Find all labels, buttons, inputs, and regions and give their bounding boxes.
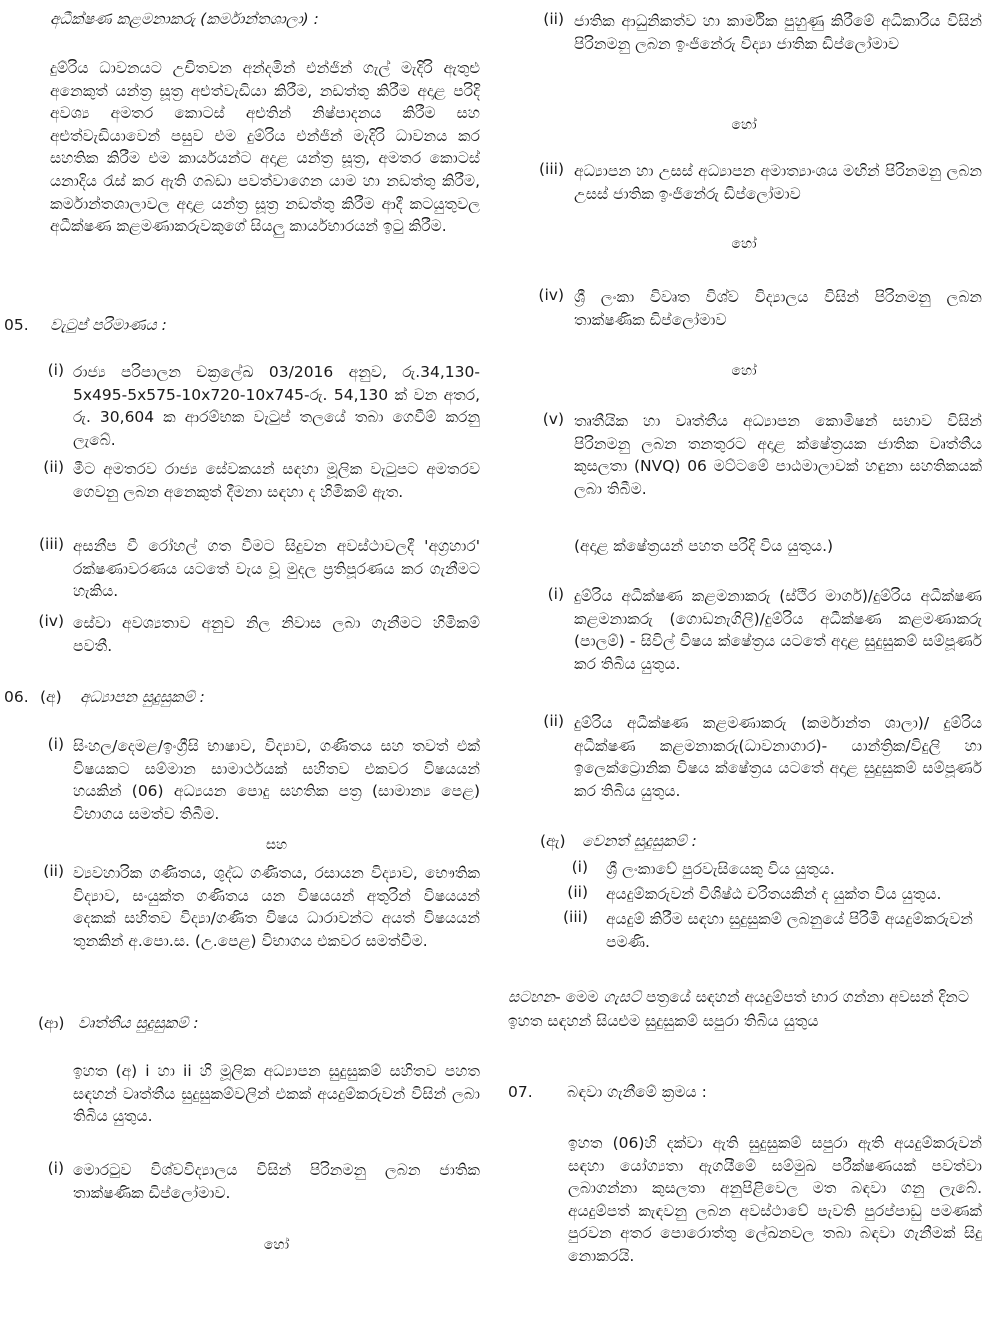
section-07-number: 07. [508, 1083, 533, 1101]
list-item-number: (ii) [43, 458, 64, 476]
note-text-part: පත්‍රයේ සඳහන් අයදුම්පත් භාර ගන්නා අවසන් දිනට ඉහත සඳහන් සියළුම සුදුසුකම් සපුරා තිබිය යුතුය [508, 988, 970, 1030]
list-item-number: (i) [47, 1159, 64, 1177]
list-item-number: (i) [47, 361, 64, 379]
list-item-number: (iii) [38, 535, 64, 553]
note-label: සටහන [508, 988, 556, 1006]
list-item-number: (iii) [538, 160, 564, 178]
list-item-number: (ii) [567, 883, 588, 901]
section-07-heading: බඳවා ගැනීමේ ක්‍රමය : [567, 1083, 707, 1101]
list-item: සිංහල/දෙමළ/ඉංග්‍රීසි භාෂාව, විද්‍යාව, ගණිතය සහ තවත් එක් විෂයකට සම්මාන සාමාර්ථයක් සහිතව එකවර විෂයයන් හයකින් (06) අධ්‍යයන පොදු සහතික පත්‍ර (සාමාන්‍ය පෙළ) විභාගය සමත්ව තිබීම. [73, 737, 480, 823]
conjunction-ho: හෝ [731, 236, 757, 252]
conjunction-ho: හෝ [263, 1237, 290, 1253]
list-item-number: (iv) [538, 286, 564, 304]
section-06-a-heading: අධ්‍යාපන සුදුසුකම් : [80, 688, 205, 706]
section-07-text: ඉහත (06)හි දක්වා ඇති සුදුසුකම් සපුරා ඇති අයදුම්කරුවන් සඳහා යෝග්‍යතා ඇගයීමේ සම්මුඛ පරීක්ෂණයක් පවත්වා ලබාගන්නා කුසලතා අනුපිළිවෙල මත බඳවා ගනු ලැබේ. අයදුම්පත් කැඳවනු ලබන අවස්ථාවේ පැවති පුරප්පාඩු පමණක් පුරවන අතර පොරොත්තු ලේඛනවල තබා බඳවා ගැනීමක් සිදු නොකරයි. [568, 1134, 982, 1265]
list-item-number: (ii) [43, 862, 64, 880]
list-item: මීට අමතරව රාජ්‍ය සේවකයන් සඳහා මූලික වැටුපට අමතරව ගෙවනු ලබන අනෙකුත් දීමනා සඳහා ද හිමිකම් ඇත. [73, 460, 480, 501]
other-quals-label: (ඇ) [540, 832, 566, 850]
conjunction-ho: හෝ [731, 363, 757, 379]
list-item-number: (ii) [543, 10, 564, 28]
list-item-number: (i) [571, 858, 588, 876]
list-item: අධ්‍යාපන හා උසස් අධ්‍යාපන අමාත්‍යාංශය මඟින් පිරිනමනු ලබන උසස් ජාතික ඉංජිනේරු ඩිප්ලෝමාව [574, 162, 982, 203]
conjunction-saha: සහ [265, 837, 288, 853]
list-item-number: (ii) [543, 712, 564, 730]
supervisor-heading: අධීක්ෂණ කළමනාකරු (කර්මාන්තශාලා) : [50, 10, 319, 28]
other-quals-heading: වෙනත් සුදුසුකම් : [582, 832, 697, 850]
list-item-number: (iv) [38, 612, 64, 630]
list-item: අසනීප වී රෝහල් ගත වීමට සිදුවන අවස්ථාවලදී 'අග්‍රහාර' රක්ෂණාවරණය යටතේ වැය වූ මුදල ප්‍රතිපූරණය කර ගැනීමට හැකිය. [73, 537, 480, 601]
list-item: ව්‍යවහාරික ගණිතය, ශුද්ධ ගණිතය, රසායන විද්‍යාව, භෞතික විද්‍යාව, සංයුක්ත ගණිතය යන විෂයයන් අතුරින් විෂයයන් දෙකක් සහිතව විද්‍යා/ගණිත විෂය ධාරාවන්ට අයත් විෂයයන් තුනකින් අ.පො.ස. (උ.පෙළ) විභාගය එකවර සමත්වීම. [73, 864, 480, 950]
supervisor-duties: දුම්රිය ධාවනයට උචිතවන අන්දමින් එන්ජින් ගැල් මැදිරි ඇතුළු අනෙකුත් යන්ත්‍ර සූත්‍ර අළුත්වැඩියා කිරීම, නඩත්තු කිරීම අදාළ පරිදි අවශ්‍ය අමතර කොටස් අළුතින් නිෂ්පාදනය කිරීම සහ අළුත්වැඩියාවෙන් පසුව එම දුම්රිය එන්ජින් මැදිරි ධාවනය කර සහතික කිරීම එම කාර්යයන්ට අදාළ යන්ත්‍ර සූත්‍ර, අමතර කොටස් යනාදිය රැස් කර ඇති ගබඩා පවත්වාගෙන යාම හා නඩත්තු කිරීම, කර්මාන්තශාලාවල අදාළ යන්ත්‍ර සූත්‍ර නඩත්තු කිරීම ආදී කටයුතුවල අධීක්ෂණ කළමණාකරුවකුගේ සියලු කාර්යභාරයන් ඉටු කිරීම. [50, 59, 480, 236]
note-text-part: - මෙම [555, 988, 604, 1006]
list-item-number: (v) [542, 410, 564, 428]
list-item: දුම්රිය අධීක්ෂණ කළමණාකරු (කර්මාන්ත ශාලා)/ දුම්රිය අධීක්ෂණ කළමනාකරු(ධාවනාගාර)- යාන්ත්‍රික/විදුලි හා ඉලෙක්ට්‍රොනික විෂය ක්ෂේත්‍රය යටතේ අදාළ සුදුසුකම් සම්පූර්ණ කර තිබිය යුතුය. [574, 714, 982, 800]
section-06-aa-heading: වෘත්තීය සුදුසුකම් : [78, 1014, 199, 1032]
section-06-number: 06. [4, 688, 29, 706]
list-item: ශ්‍රී ලංකාවේ පුරවැසියෙකු විය යුතුය. [606, 860, 835, 878]
list-item: තෘතීයික හා වෘත්තීය අධ්‍යාපන කොමිෂන් සභාව විසින් පිරිනමනු ලබන තනතුරට අදාළ ක්ෂේත්‍රයක ජාතික වෘත්තීය කුසලතා (NVQ) 06 මට්ටමේ පාඨමාලාවක් හඳුනා සහතිකයක් ලබා තිබීම. [574, 412, 982, 498]
list-item: ශ්‍රී ලංකා විවෘත විශ්ව විද්‍යාලය විසින් පිරිනමනු ලබන තාක්ෂණික ඩිප්ලෝමාව [574, 288, 982, 329]
list-item: රාජ්‍ය පරිපාලන චක්‍රලේඛ 03/2016 අනුව, රු.34,130-5x495-5x575-10x720-10x745-රු. 54,130 ක් වන අතර, රු. 30,604 ක ආරම්භක වැටුප් තලයේ තබා ගෙවීම් කරනු ලැබේ. [73, 363, 480, 449]
note-paragraph [508, 985, 982, 1033]
vocational-intro: ඉහත (අ) i හා ii හි මූලික අධ්‍යාපන සුදුසුකම් සහිතව පහත සඳහන් වෘත්තීය සුදුසුකම්වලින් එකක් අයදුම්කරුවන් විසින් ලබා තිබිය යුතුය. [73, 1062, 480, 1126]
list-item: මොරටුව විශ්වවිද්‍යාලය විසින් පිරිනමනු ලබන ජාතික තාක්ෂණික ඩිප්ලෝමාව. [73, 1161, 480, 1202]
list-item: ජාතික ආධුනිකත්ව හා කාර්මික පුහුණු කිරීමේ අධිකාරිය විසින් පිරිනමනු ලබන ඉංජිනේරු විද්‍යා ජාතික ඩිප්ලෝමාව [574, 12, 982, 53]
section-06-aa-label: (ආ) [38, 1014, 65, 1032]
list-item-number: (i) [47, 735, 64, 753]
list-item-number: (i) [547, 585, 564, 603]
list-item: සේවා අවශ්‍යතාව අනුව නිල නිවාස ලබා ගැනීමට හිමිකම් පවතී. [73, 614, 480, 655]
list-item-number: (iii) [562, 908, 588, 926]
list-item: අයදුම් කිරීම සඳහා සුදුසුකම් ලබනුයේ පිරිමි අයදුම්කරුවන් පමණි. [606, 910, 973, 951]
list-item: දුම්රිය අධීක්ෂණ කළමනාකරු (ස්ථිර මාර්ග)/දුම්රිය අධීක්ෂණ කළමනාකරු (ගොඩනැගිලි)/දුම්රිය අධීක්ෂණ කළමණාකරු (පාලම්) - සිවිල් විෂය ක්ෂේත්‍රය යටතේ අදාළ සුදුසුකම් සම්පූර්ණ කර තිබිය යුතුය. [574, 587, 982, 673]
fields-note: (අදාළ ක්ෂේත්‍රයන් පහත පරිදි විය යුතුය.) [574, 537, 834, 555]
note-gazette-word: ගැසට් [603, 988, 642, 1006]
section-05-number: 05. [4, 316, 29, 334]
section-05-heading: වැටුප් පරිමාණය : [50, 316, 167, 334]
conjunction-ho: හෝ [731, 117, 757, 133]
section-06-a-label: (අ) [40, 688, 62, 706]
list-item: අයදුම්කරුවන් විශිෂ්ඨ චරිතයකින් ද යුක්ත විය යුතුය. [606, 885, 942, 903]
